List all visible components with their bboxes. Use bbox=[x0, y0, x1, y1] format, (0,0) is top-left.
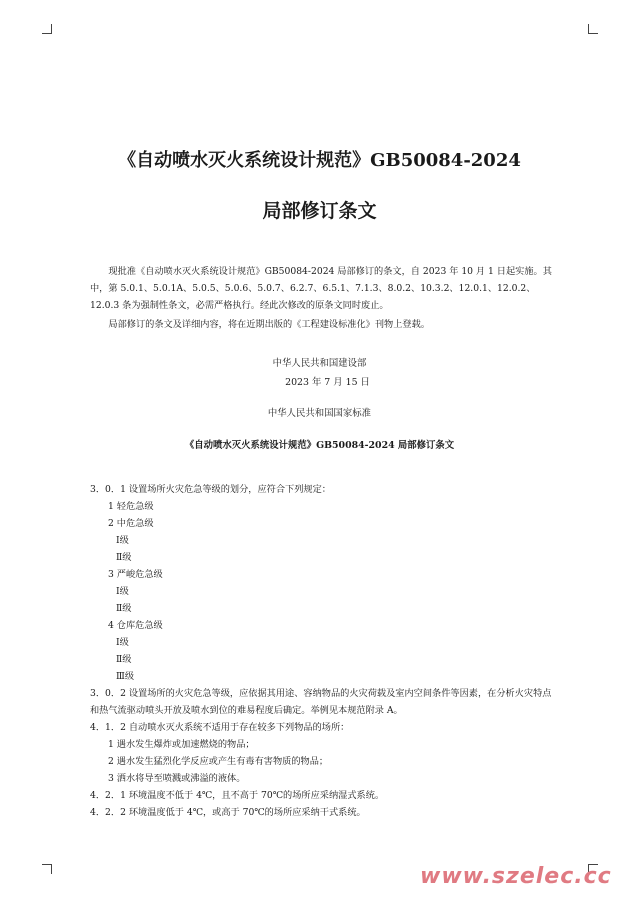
clause-line: 1 遇水发生爆炸或加速燃烧的物品； bbox=[108, 739, 255, 750]
clause-line: 4．2．1 环境温度不低于 4℃，且不高于 70℃的场所应采纳湿式系统。 bbox=[90, 790, 385, 801]
clause-line: 4．1．2 自动喷水灭火系统不适用于存在较多下列物品的场所： bbox=[90, 722, 350, 733]
intro-paragraph-2: 局部修订的条文及详细内容，将在近期出版的《工程建设标准化》刊物上登载。 bbox=[108, 319, 430, 330]
crop-mark-top-right bbox=[588, 24, 598, 34]
document-title: 《自动喷水灭火系统设计规范》GB50084-2024 bbox=[118, 150, 521, 171]
section-title: 《自动喷水灭火系统设计规范》GB50084-2024 局部修订条文 bbox=[184, 440, 455, 451]
clause-line: 3．0．1 设置场所火灾危急等级的划分，应符合下列规定： bbox=[90, 484, 331, 495]
clause-line: 4 仓库危急级 bbox=[108, 620, 163, 631]
clause-line: Ⅱ级 bbox=[116, 654, 132, 665]
clause-line: Ⅲ级 bbox=[116, 671, 135, 682]
clause-line: 2 中危急级 bbox=[108, 518, 154, 529]
crop-mark-top-left bbox=[42, 24, 52, 34]
issue-date: 2023 年 7 月 15 日 bbox=[285, 377, 370, 388]
clause-line: Ⅱ级 bbox=[116, 603, 132, 614]
clause-line: 3．0．2 设置场所的火灾危急等级，应依据其用途、容纳物品的火灾荷载及室内空间条件等因素，在分析火灾特点和热气流驱动喷头开放及喷水到位的难易程度后确定。举例见本规范附录 A。 bbox=[90, 688, 552, 716]
watermark: www.szelec.cc bbox=[420, 864, 612, 889]
intro-paragraph: 现批准《自动喷水灭火系统设计规范》GB50084-2024 局部修订的条文，自 2023 年 10 月 1 日起实施。其中，第 5.0.1、5.0.1A、5.0.5、5.0.6、5.0.7、6.2.7、6.5.1、7.1.3、8.0.2、10.3.2、12.0.1、12.0.2、12.0.3 条为强制性条文，必需严格执行。经此次修改的原条文同时废止。 bbox=[90, 266, 552, 311]
clause-line: Ⅰ级 bbox=[116, 586, 129, 597]
clause-line: 3 严峻危急级 bbox=[108, 569, 163, 580]
clause-line: 4．2．2 环境温度低于 4℃，或高于 70℃的场所应采纳干式系统。 bbox=[90, 807, 366, 818]
clause-line: Ⅰ级 bbox=[116, 535, 129, 546]
standard-label: 中华人民共和国国家标准 bbox=[267, 408, 372, 419]
clause-line: Ⅱ级 bbox=[116, 552, 132, 563]
issuer: 中华人民共和国建设部 bbox=[272, 358, 367, 369]
clause-line: 2 遇水发生猛烈化学反应或产生有毒有害物质的物品； bbox=[108, 756, 329, 767]
document-subtitle: 局部修订条文 bbox=[262, 200, 377, 222]
crop-mark-bottom-left bbox=[42, 864, 52, 874]
clause-line: Ⅰ级 bbox=[116, 637, 129, 648]
clause-list bbox=[90, 481, 560, 821]
clause-line: 1 轻危急级 bbox=[108, 501, 154, 512]
clause-line: 3 洒水将导至喷溅或沸溢的液体。 bbox=[108, 773, 246, 784]
